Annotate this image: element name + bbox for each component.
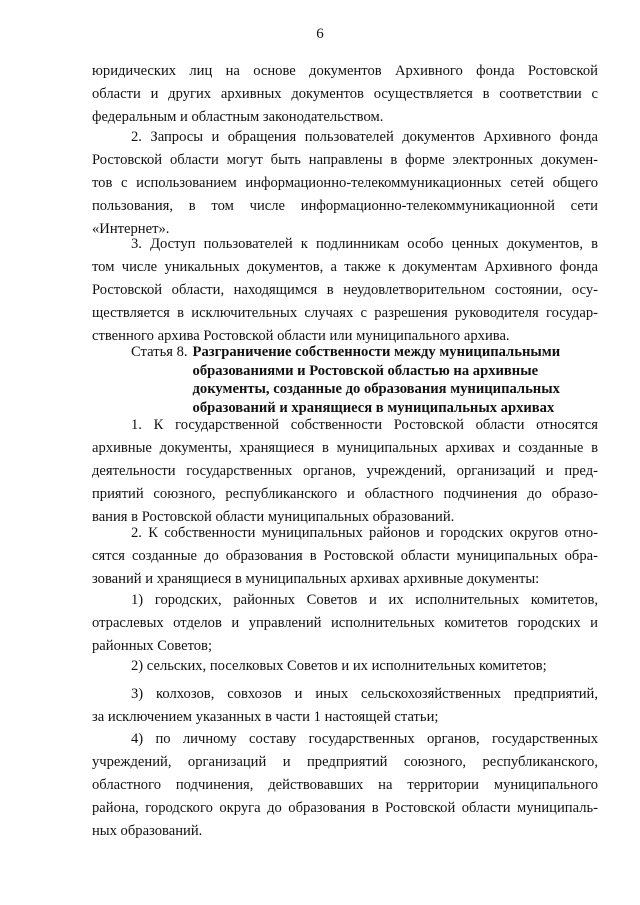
text-line: области и других архивных документов осуществляется в соответствии с [92, 86, 598, 102]
subitem-1 [92, 589, 598, 658]
text-line: «Интернет». [92, 221, 170, 237]
text-line: за исключением указанных в части 1 настоящей статьи; [92, 709, 439, 725]
article-title-line: Разграничение собственности между муниципальными [192, 344, 561, 360]
text-line: учреждений, организаций и предприятий союзного, республиканского, [92, 754, 598, 770]
text-line: ществляется в исключительных случаях с разрешения руководителя государ- [92, 305, 598, 321]
text-line: 3) колхозов, совхозов и иных сельскохозяйственных предприятий, [131, 686, 598, 702]
text-line: пользования, в том числе информационно-телекоммуникационной сети [92, 198, 598, 214]
text-line: областного подчинения, действовавших на территории муниципального [92, 777, 598, 793]
article-title-line: образований и хранящиеся в муниципальных архивах [192, 399, 555, 416]
text-line: приятий союзного, республиканского и областного подчинения до образо- [92, 486, 598, 502]
page-number: 6 [316, 26, 324, 42]
text-line: зований и хранящиеся в муниципальных архивах архивные документы: [92, 571, 540, 587]
text-line: 3. Доступ пользователей к подлинникам особо ценных документов, в [131, 236, 598, 252]
text-line: 1. К государственной собственности Ростовской области относятся [131, 417, 598, 433]
text-line: 4) по личному составу государственных органов, государственных [131, 731, 598, 747]
text-line: Ростовской области, находящимся в неудовлетворительном состоянии, осу- [92, 282, 598, 298]
text-line: том числе уникальных документов, а также к документам Архивного фонда [92, 259, 598, 275]
paragraph-article8-item-2 [92, 522, 598, 591]
text-line: ных образований. [92, 823, 203, 839]
text-line: районных Советов; [92, 638, 212, 654]
paragraph-item-3 [92, 233, 598, 348]
article-title-line: образованиями и Ростовской областью на архивные [192, 362, 539, 379]
text-line: 2) сельских, поселковых Советов и их исполнительных комитетов; [131, 658, 547, 674]
subitem-4 [92, 728, 598, 843]
article-heading [131, 343, 601, 417]
text-line: вания в Ростовской области муниципальных образований. [92, 509, 455, 525]
text-line: Ростовской области могут быть направлены в форме электронных докумен- [92, 152, 598, 168]
text-line: федеральным и областным законодательством. [92, 109, 384, 125]
text-line: 2. Запросы и обращения пользователей документов Архивного фонда [131, 129, 598, 145]
text-line: 1) городских, районных Советов и их исполнительных комитетов, [131, 592, 598, 608]
text-line: архивные документы, хранящиеся в муниципальных архивах и созданные в [92, 440, 598, 456]
text-line: 2. К собственности муниципальных районов и городских округов отно- [131, 525, 598, 541]
text-line: юридических лиц на основе документов Архивного фонда Ростовской [92, 63, 598, 79]
paragraph-continuation [92, 60, 598, 129]
subitem-3 [92, 683, 598, 729]
paragraph-item-2 [92, 126, 598, 241]
text-line: ственного архива Ростовской области или муниципального архива. [92, 328, 510, 344]
text-line: тов с использованием информационно-телекоммуникационных сетей общего [92, 175, 598, 191]
text-line: отраслевых отделов и управлений исполнительных комитетов городских и [92, 615, 598, 631]
article-label: Статья 8. [131, 344, 188, 360]
subitem-2 [92, 655, 598, 678]
text-line: сятся созданные до образования в Ростовской области муниципальных обра- [92, 548, 598, 564]
article-title-line: документы, созданные до образования муниципальных [192, 381, 560, 397]
article-title [193, 343, 561, 417]
text-line: деятельности государственных органов, учреждений, организаций и пред- [92, 463, 598, 479]
text-line: района, городского округа до образования в Ростовской области муниципаль- [92, 800, 598, 816]
paragraph-article8-item-1 [92, 414, 598, 529]
